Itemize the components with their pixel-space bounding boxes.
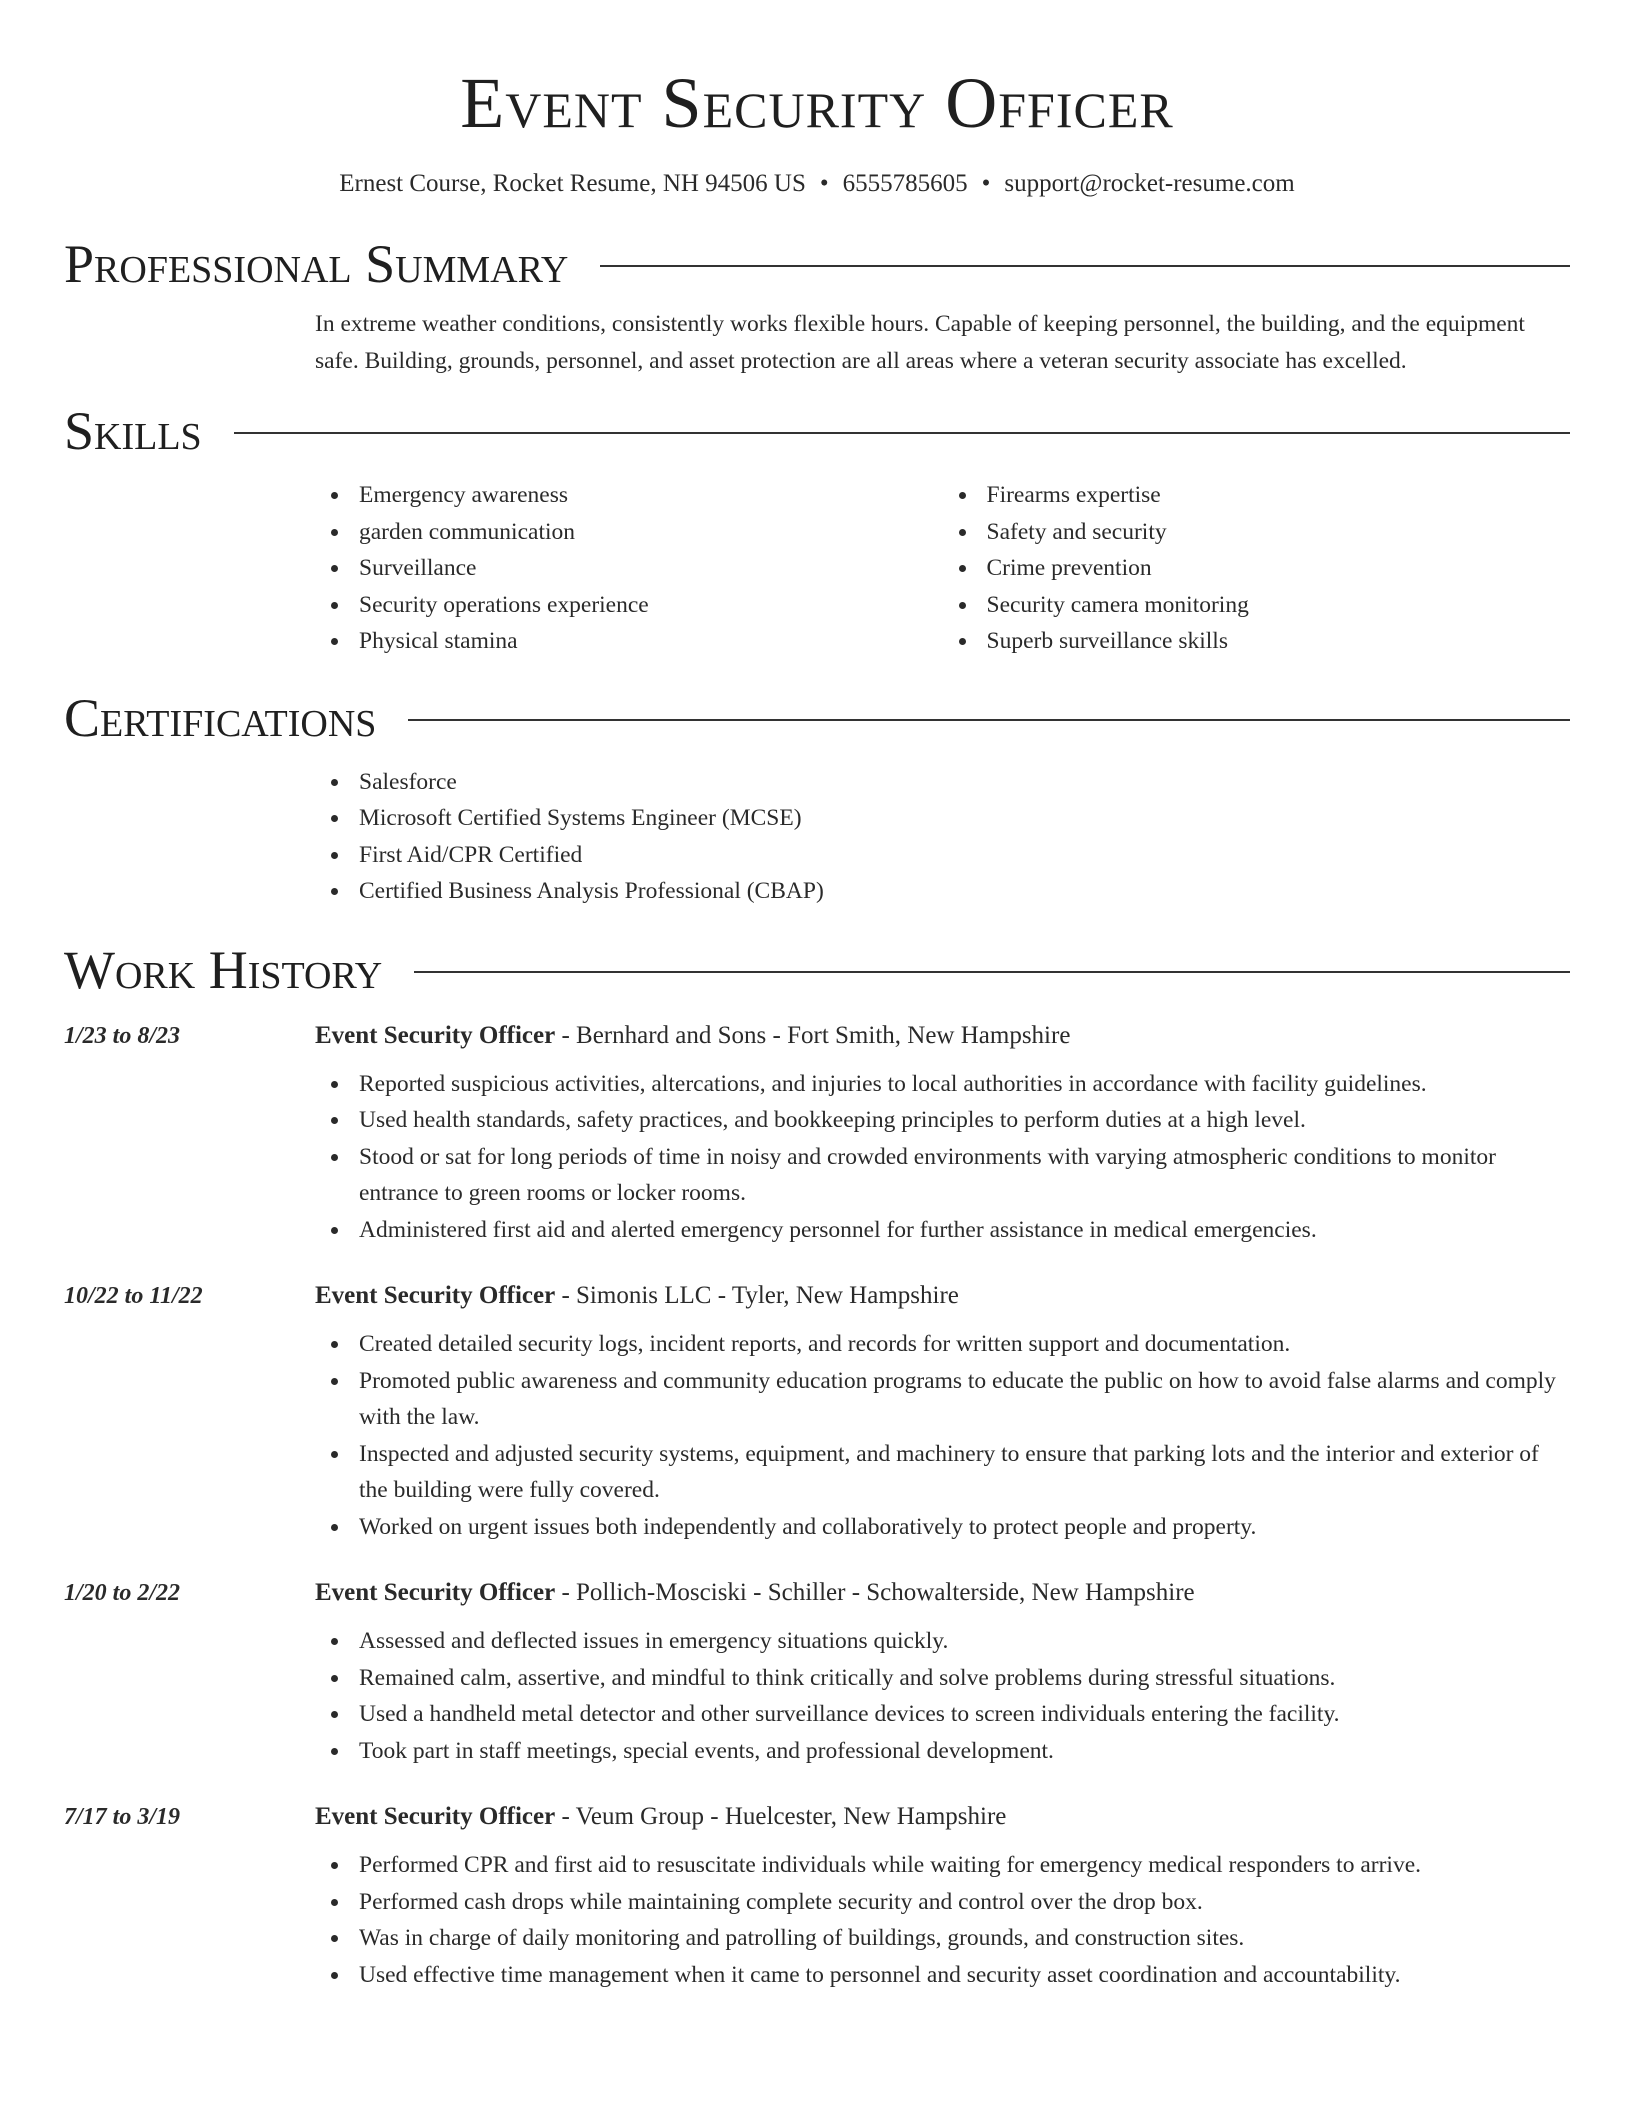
separator-dot: • bbox=[981, 170, 991, 197]
job-bullet: Promoted public awareness and community education programs to educate the public on how to avoid false alarms and comply with the law. bbox=[359, 1363, 1570, 1436]
contact-phone: 6555785605 bbox=[842, 170, 968, 197]
job-header bbox=[315, 1801, 1570, 1833]
job-bullet: Used effective time management when it came to personnel and security asset coordination and accountability. bbox=[359, 1957, 1570, 1994]
job-bullet: Was in charge of daily monitoring and patrolling of buildings, grounds, and construction sites. bbox=[359, 1920, 1570, 1957]
certifications-heading: Certifications bbox=[64, 687, 377, 748]
job-header bbox=[315, 1020, 1570, 1052]
job-bullet: Used a handheld metal detector and other surveillance devices to screen individuals entering the facility. bbox=[359, 1696, 1570, 1733]
skill-item: Safety and security bbox=[987, 514, 1571, 551]
contact-address: Ernest Course, Rocket Resume, NH 94506 US bbox=[339, 170, 806, 197]
skills-column-right bbox=[943, 477, 1571, 660]
job-bullet: Took part in staff meetings, special events, and professional development. bbox=[359, 1733, 1570, 1770]
section-divider bbox=[414, 971, 1570, 973]
job-header bbox=[315, 1280, 1570, 1312]
certification-item: First Aid/CPR Certified bbox=[359, 837, 1570, 874]
skill-item: Security operations experience bbox=[359, 587, 943, 624]
job-bullets bbox=[315, 1847, 1570, 1993]
job-employer: - Pollich-Mosciski - Schiller - Schowalterside, New Hampshire bbox=[555, 1579, 1195, 1606]
certifications-items bbox=[315, 764, 1570, 910]
work-section-header bbox=[64, 938, 1570, 1002]
skill-item: Firearms expertise bbox=[987, 477, 1571, 514]
job-bullet: Used health standards, safety practices, and bookkeeping principles to perform duties at a high level. bbox=[359, 1102, 1570, 1139]
job-employer: - Simonis LLC - Tyler, New Hampshire bbox=[555, 1282, 959, 1309]
job-dates: 10/22 to 11/22 bbox=[64, 1283, 203, 1309]
job-bullet: Worked on urgent issues both independently and collaboratively to protect people and property. bbox=[359, 1509, 1570, 1546]
contact-line bbox=[64, 168, 1570, 200]
skill-item: garden communication bbox=[359, 514, 943, 551]
resume-page bbox=[64, 0, 1570, 1993]
skill-item: Surveillance bbox=[359, 550, 943, 587]
skill-item: Physical stamina bbox=[359, 623, 943, 660]
job-bullet: Created detailed security logs, incident reports, and records for written support and documentation. bbox=[359, 1326, 1570, 1363]
section-divider bbox=[234, 432, 1570, 434]
summary-heading: Professional Summary bbox=[64, 234, 569, 294]
job-bullet: Performed cash drops while maintaining complete security and control over the drop box. bbox=[359, 1884, 1570, 1921]
certifications-list bbox=[315, 764, 1570, 910]
certification-item: Microsoft Certified Systems Engineer (MCSE) bbox=[359, 800, 1570, 837]
skills-column-left bbox=[315, 477, 943, 660]
job-role: Event Security Officer bbox=[315, 1803, 556, 1830]
job-entry bbox=[64, 1020, 1570, 1249]
contact-email: support@rocket-resume.com bbox=[1004, 170, 1295, 197]
job-employer: - Veum Group - Huelcester, New Hampshire bbox=[555, 1803, 1007, 1830]
job-role: Event Security Officer bbox=[315, 1282, 556, 1309]
skill-item: Emergency awareness bbox=[359, 477, 943, 514]
skills-section-header bbox=[64, 399, 1570, 463]
job-role: Event Security Officer bbox=[315, 1579, 556, 1606]
job-details bbox=[315, 1801, 1570, 1993]
job-bullet: Stood or sat for long periods of time in noisy and crowded environments with varying atmospheric conditions to monitor entrance to green rooms or locker rooms. bbox=[359, 1139, 1570, 1212]
job-entry bbox=[64, 1801, 1570, 1993]
job-dates: 1/20 to 2/22 bbox=[64, 1580, 181, 1606]
job-bullets bbox=[315, 1623, 1570, 1769]
job-bullet: Administered first aid and alerted emergency personnel for further assistance in medical emergencies. bbox=[359, 1212, 1570, 1249]
skill-item: Security camera monitoring bbox=[987, 587, 1571, 624]
job-entry bbox=[64, 1280, 1570, 1545]
job-entry bbox=[64, 1577, 1570, 1769]
job-bullet: Assessed and deflected issues in emergency situations quickly. bbox=[359, 1623, 1570, 1660]
job-role: Event Security Officer bbox=[315, 1021, 556, 1049]
job-header bbox=[315, 1577, 1570, 1609]
certifications-section-header bbox=[64, 686, 1570, 750]
job-bullets bbox=[315, 1066, 1570, 1249]
job-bullet: Inspected and adjusted security systems, equipment, and machinery to ensure that parking lots and the interior and exterior of the building were fully covered. bbox=[359, 1436, 1570, 1509]
summary-text: In extreme weather conditions, consistently works flexible hours. Capable of keeping personnel, the building, and the equipment safe. Building, grounds, personnel, and asset protection are all areas where a veteran security associate has excelled. bbox=[315, 311, 1525, 374]
job-details bbox=[315, 1020, 1570, 1249]
section-divider bbox=[600, 265, 1570, 267]
job-dates: 1/23 to 8/23 bbox=[64, 1022, 181, 1049]
job-details bbox=[315, 1577, 1570, 1769]
job-details bbox=[315, 1280, 1570, 1545]
work-heading: Work History bbox=[64, 939, 383, 1000]
job-bullet: Reported suspicious activities, altercations, and injuries to local authorities in accordance with facility guidelines. bbox=[359, 1066, 1570, 1103]
separator-dot: • bbox=[819, 170, 829, 197]
skills-heading: Skills bbox=[64, 401, 202, 461]
certification-item: Salesforce bbox=[359, 764, 1570, 801]
skill-item: Crime prevention bbox=[987, 550, 1571, 587]
job-employer: - Bernhard and Sons - Fort Smith, New Hampshire bbox=[555, 1021, 1071, 1049]
skills-list bbox=[315, 477, 1570, 660]
skill-item: Superb surveillance skills bbox=[987, 623, 1571, 660]
section-divider bbox=[408, 719, 1570, 721]
job-bullet: Performed CPR and first aid to resuscitate individuals while waiting for emergency medical responders to arrive. bbox=[359, 1847, 1570, 1884]
certification-item: Certified Business Analysis Professional (CBAP) bbox=[359, 873, 1570, 910]
job-bullets bbox=[315, 1326, 1570, 1545]
job-bullet: Remained calm, assertive, and mindful to think critically and solve problems during stressful situations. bbox=[359, 1660, 1570, 1697]
job-dates: 7/17 to 3/19 bbox=[64, 1804, 181, 1830]
summary-section-header bbox=[64, 232, 1570, 296]
resume-title: Event Security Officer bbox=[460, 63, 1174, 143]
